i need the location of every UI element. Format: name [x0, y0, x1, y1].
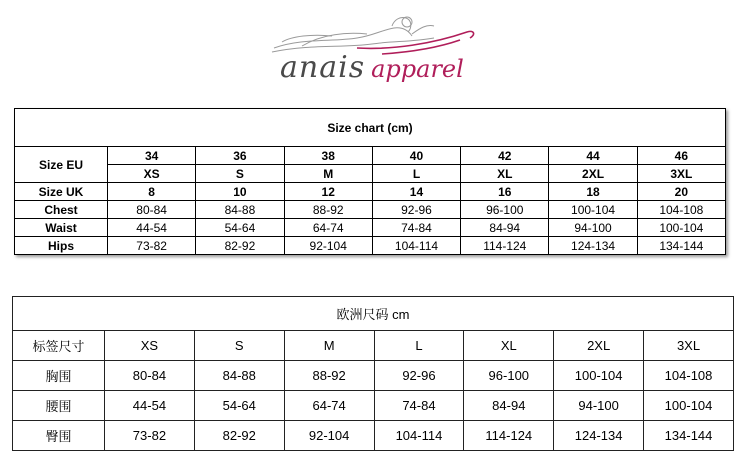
- waist-cell: 100-104: [637, 219, 725, 237]
- waist-cell: 54-64: [196, 219, 284, 237]
- waist-cell: 94-100: [549, 219, 637, 237]
- tag-size-cell: XL: [464, 331, 554, 361]
- tag-size-cell: XS: [105, 331, 195, 361]
- cn-chest-cell: 96-100: [464, 361, 554, 391]
- cn-chest-cell: 88-92: [284, 361, 374, 391]
- cn-chest-label: 胸围: [13, 361, 105, 391]
- chest-cell: 80-84: [108, 201, 196, 219]
- size-uk-cell: 8: [108, 183, 196, 201]
- hips-cell: 124-134: [549, 237, 637, 255]
- waist-cell: 74-84: [372, 219, 460, 237]
- tag-size-label: 标签尺寸: [13, 331, 105, 361]
- cn-hips-cell: 114-124: [464, 421, 554, 451]
- tag-size-cell: L: [374, 331, 464, 361]
- letter-size-cell: XS: [108, 165, 196, 183]
- cn-hips-label: 臀围: [13, 421, 105, 451]
- cn-chest-cell: 104-108: [644, 361, 734, 391]
- chest-cell: 88-92: [284, 201, 372, 219]
- size-chart-table: [14, 108, 726, 255]
- hips-cell: 114-124: [461, 237, 549, 255]
- size-chart-title: Size chart (cm): [15, 109, 726, 147]
- cn-hips-cell: 124-134: [554, 421, 644, 451]
- tag-size-cell: 3XL: [644, 331, 734, 361]
- waist-label: Waist: [15, 219, 108, 237]
- tag-size-cell: 2XL: [554, 331, 644, 361]
- cn-size-chart-title: 欧洲尺码 cm: [13, 297, 734, 331]
- size-eu-label: Size EU: [15, 147, 108, 183]
- chest-cell: 100-104: [549, 201, 637, 219]
- cn-waist-label: 腰围: [13, 391, 105, 421]
- cn-hips-cell: 92-104: [284, 421, 374, 451]
- brand-logo: [262, 8, 492, 88]
- waist-cell: 84-94: [461, 219, 549, 237]
- size-uk-cell: 18: [549, 183, 637, 201]
- hips-cell: 134-144: [637, 237, 725, 255]
- brand-sub: apparel: [371, 55, 464, 83]
- hips-label: Hips: [15, 237, 108, 255]
- chest-cell: 84-88: [196, 201, 284, 219]
- size-uk-cell: 10: [196, 183, 284, 201]
- waist-cell: 44-54: [108, 219, 196, 237]
- cn-chest-cell: 80-84: [105, 361, 195, 391]
- chest-label: Chest: [15, 201, 108, 219]
- tag-size-cell: M: [284, 331, 374, 361]
- hips-cell: 92-104: [284, 237, 372, 255]
- size-eu-cell: 44: [549, 147, 637, 165]
- hips-cell: 73-82: [108, 237, 196, 255]
- letter-size-cell: XL: [461, 165, 549, 183]
- cn-waist-cell: 54-64: [194, 391, 284, 421]
- cn-waist-cell: 100-104: [644, 391, 734, 421]
- cn-chest-cell: 100-104: [554, 361, 644, 391]
- cn-waist-cell: 74-84: [374, 391, 464, 421]
- size-eu-cell: 40: [372, 147, 460, 165]
- size-eu-cell: 38: [284, 147, 372, 165]
- size-uk-cell: 14: [372, 183, 460, 201]
- cn-waist-cell: 84-94: [464, 391, 554, 421]
- letter-size-cell: 3XL: [637, 165, 725, 183]
- size-eu-cell: 34: [108, 147, 196, 165]
- letter-size-cell: M: [284, 165, 372, 183]
- cn-hips-cell: 104-114: [374, 421, 464, 451]
- size-uk-label: Size UK: [15, 183, 108, 201]
- cn-hips-cell: 134-144: [644, 421, 734, 451]
- cn-chest-cell: 92-96: [374, 361, 464, 391]
- size-uk-cell: 16: [461, 183, 549, 201]
- brand-name: anais: [280, 50, 366, 85]
- letter-size-cell: L: [372, 165, 460, 183]
- cn-hips-cell: 82-92: [194, 421, 284, 451]
- cn-hips-cell: 73-82: [105, 421, 195, 451]
- cn-size-chart-table: [12, 296, 734, 451]
- chest-cell: 104-108: [637, 201, 725, 219]
- hips-cell: 104-114: [372, 237, 460, 255]
- letter-size-cell: S: [196, 165, 284, 183]
- size-eu-cell: 42: [461, 147, 549, 165]
- waist-cell: 64-74: [284, 219, 372, 237]
- size-uk-cell: 12: [284, 183, 372, 201]
- size-uk-cell: 20: [637, 183, 725, 201]
- size-eu-cell: 46: [637, 147, 725, 165]
- chest-cell: 96-100: [461, 201, 549, 219]
- hips-cell: 82-92: [196, 237, 284, 255]
- letter-size-cell: 2XL: [549, 165, 637, 183]
- cn-chest-cell: 84-88: [194, 361, 284, 391]
- cn-waist-cell: 64-74: [284, 391, 374, 421]
- size-eu-cell: 36: [196, 147, 284, 165]
- tag-size-cell: S: [194, 331, 284, 361]
- chest-cell: 92-96: [372, 201, 460, 219]
- cn-waist-cell: 94-100: [554, 391, 644, 421]
- cn-waist-cell: 44-54: [105, 391, 195, 421]
